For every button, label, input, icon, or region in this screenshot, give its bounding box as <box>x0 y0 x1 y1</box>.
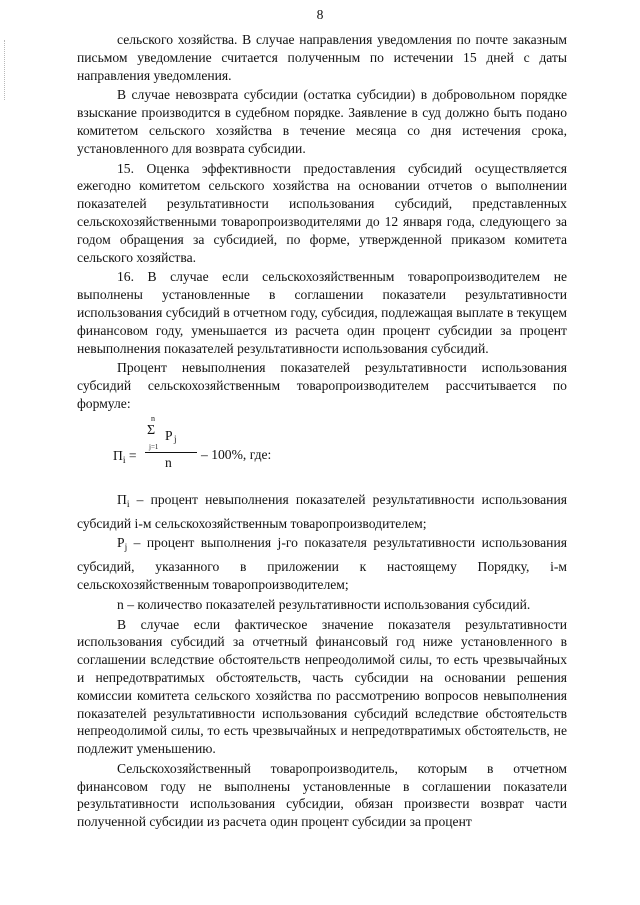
formula <box>77 415 567 481</box>
text-line: использования субсидий. <box>342 340 489 356</box>
formula-sigma: Σ <box>147 422 156 438</box>
paragraph <box>77 359 567 412</box>
page-number: 8 <box>316 7 324 22</box>
formula-numerator: P <box>165 427 173 443</box>
definitions <box>77 491 567 614</box>
document-body <box>77 31 567 833</box>
paragraph <box>77 616 567 758</box>
paragraph <box>77 31 567 84</box>
text-line: со дня истечения срока, установленного для возврата субсидии. <box>77 122 567 156</box>
text-line: ежегодно комитетом сельского хозяйства на основании отчетов <box>77 178 473 194</box>
text-line: субсидии за процент невыполнения показателей результативности <box>77 322 567 356</box>
text-line: использования субсидий i-м сельскохозяйственным товаропроизводителем; <box>77 491 567 531</box>
paragraph <box>77 86 567 157</box>
text-line: о выполнении показателей результативности использования субсидий, <box>77 178 567 212</box>
formula-rhs: – 100%, где: <box>201 446 272 462</box>
text-line: должно быть подано комитетом сельского хозяйства в течение месяца <box>77 105 567 138</box>
definition <box>77 596 567 614</box>
text-line: финансовом году не выполнены установленные в соглашении показатели <box>77 778 567 794</box>
text-line: в текущем финансовом году, уменьшается из расчета один процент <box>77 304 567 338</box>
text-line: использования субсидий вследствие обстоятельств непреодолимой силы, <box>77 705 567 739</box>
text-line: субсидий. <box>472 596 531 612</box>
text-line: использования субсидий за отчетный финансовый год ниже <box>77 634 453 650</box>
definition-symbol: P <box>117 535 125 551</box>
text-line: В случае если фактическое значение показателя результативности <box>117 616 567 632</box>
text-line: утвержденной приказом комитета сельского хозяйства. <box>77 231 567 265</box>
fraction-bar <box>145 452 197 453</box>
text-line: то есть чрезвычайных и непредотвратимых обстоятельств, не подлежит <box>77 723 567 757</box>
formula-numerator-sub: j <box>174 433 177 444</box>
definition <box>77 491 567 533</box>
definition <box>77 534 567 593</box>
text-line: – процент выполнения j-го показателя результативности <box>133 535 476 551</box>
text-line: уменьшению. <box>136 741 216 757</box>
text-line: заказным письмом уведомление считается полученным по истечении <box>77 32 567 65</box>
text-line: результативности использования субсидии, обязан произвести возврат <box>77 796 524 812</box>
text-line: по формуле: <box>77 378 567 411</box>
definition-symbol: П <box>117 491 127 507</box>
text-line: использования субсидий, указанного в приложении к настоящему <box>77 535 567 575</box>
formula-denominator: n <box>165 454 172 470</box>
paragraph <box>77 160 567 267</box>
text-line: субсидий сельскохозяйственным товаропроизводителем рассчитывается <box>77 378 537 394</box>
text-line: 15. Оценка эффективности предоставления субсидий осуществляется <box>117 160 567 176</box>
definition-symbol: n <box>117 596 124 612</box>
text-line: года, следующего за годом обращения за субсидией, по форме, <box>77 213 567 247</box>
definition-symbol-sub: i <box>126 499 130 510</box>
text-line: – процент невыполнения показателей результативности <box>136 491 475 507</box>
text-line: 16. В случае если сельскохозяйственным товаропроизводителем <box>117 269 541 285</box>
text-line: части полученной субсидии из расчета один процент субсидии за процент <box>77 796 567 830</box>
formula-sum-upper: n <box>151 413 155 423</box>
text-line: субсидии на основании решения комиссии комитета сельского хозяйства <box>77 669 568 703</box>
text-line: Процент невыполнения показателей результативности использования <box>117 360 567 376</box>
paragraph <box>77 268 567 357</box>
text-line: сельского хозяйства. В случае направления уведомления по почте <box>117 32 508 47</box>
formula-sum-lower: j=1 <box>149 442 159 451</box>
formula-lhs: $П_i$ = <box>113 447 137 466</box>
paragraph <box>77 760 567 831</box>
margin-mark <box>4 40 7 100</box>
text-line: 15 дней с даты направления уведомления. <box>77 49 567 83</box>
text-line: – количество показателей результативности использования <box>127 596 470 612</box>
text-line: по рассмотрению вопросов невыполнения показателей результативности <box>77 687 567 721</box>
definition-symbol-sub: j <box>124 543 128 554</box>
text-line: порядке взыскание производится в судебном порядке. Заявление в суд <box>77 87 568 121</box>
paragraph-group-bottom <box>77 616 567 832</box>
text-line: силы, то есть чрезвычайных и непредотвратимых обстоятельств, часть <box>77 652 567 685</box>
text-line: установленного в соглашении вследствие обстоятельств непреодолимой <box>77 634 567 668</box>
text-line: не выполнены установленные в соглашении показатели результативности <box>77 269 567 303</box>
text-line: использования субсидий в отчетном году, субсидия, подлежащая выплате <box>77 304 504 320</box>
text-line: Порядку, i-м сельскохозяйственным товаропроизводителем; <box>77 559 567 592</box>
text-line: В случае невозврата субсидии (остатка субсидии) в добровольном <box>117 87 516 103</box>
text-line: Сельскохозяйственный товаропроизводитель, которым в отчетном <box>117 760 567 776</box>
paragraph-group-top <box>77 31 567 413</box>
text-line: представленных сельскохозяйственными товаропроизводителями до 12 января <box>77 196 567 229</box>
